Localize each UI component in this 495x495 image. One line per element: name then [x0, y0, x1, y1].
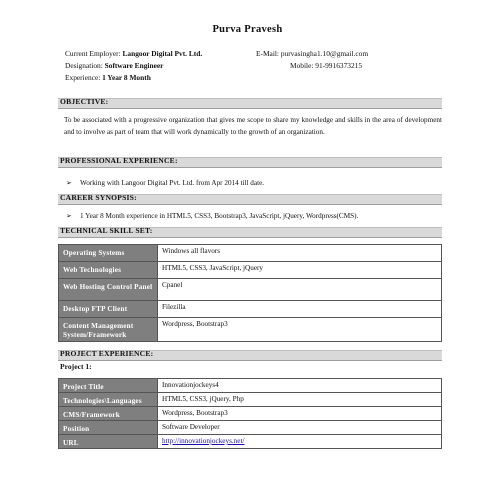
project-1-table	[58, 378, 442, 449]
arrow-bullet-icon: ➢	[66, 212, 73, 220]
table-row	[59, 262, 442, 279]
professional-bullet-text: Working with Langoor Digital Pvt. Ltd. from Apr 2014 till date.	[80, 179, 265, 187]
skill-value: Filezilla	[158, 301, 442, 318]
project-value: Innovationjockeys4	[158, 379, 442, 393]
arrow-bullet-icon: ➢	[66, 179, 73, 187]
table-row	[59, 318, 442, 342]
table-row	[59, 301, 442, 318]
mobile-line: Mobile: 91-9916373215	[290, 61, 363, 70]
skills-heading: TECHNICAL SKILL SET:	[60, 226, 153, 235]
project-url-cell	[158, 435, 442, 449]
project-key: CMS/Framework	[59, 407, 158, 421]
experience-line	[65, 72, 202, 84]
project-key: URL	[59, 435, 158, 449]
professional-bullet-item	[66, 178, 264, 187]
table-row	[59, 245, 442, 262]
skill-value: Wordpress, Bootstrap3	[158, 318, 442, 342]
projects-heading: PROJECT EXPERIENCE:	[60, 349, 154, 358]
project-value: Software Developer	[158, 421, 442, 435]
project-key: Position	[59, 421, 158, 435]
table-row	[59, 279, 442, 301]
skill-value: Windows all flavors	[158, 245, 442, 262]
project-value: HTML5, CSS3, jQuery, Php	[158, 393, 442, 407]
objective-heading: OBJECTIVE:	[60, 97, 109, 106]
current-employer-line	[65, 48, 202, 60]
designation-label: Designation:	[65, 61, 103, 70]
project-1-label: Project 1:	[60, 362, 92, 371]
employer-value: Langoor Digital Pvt. Ltd.	[122, 49, 203, 58]
contact-info	[256, 48, 368, 72]
table-row	[59, 421, 442, 435]
email-line: E-Mail: purvasingha1.10@gmail.com	[256, 49, 369, 58]
table-row	[59, 393, 442, 407]
skill-key: Web Technologies	[59, 262, 158, 279]
experience-label: Experience:	[65, 73, 101, 82]
table-row	[59, 407, 442, 421]
project-url-link[interactable]: http://innovationjockeys.net/	[162, 437, 245, 445]
employment-info	[65, 48, 202, 84]
skill-key: Web Hosting Control Panel	[59, 279, 158, 301]
table-row	[59, 379, 442, 393]
table-row	[59, 435, 442, 449]
skill-key: Desktop FTP Client	[59, 301, 158, 318]
skills-table	[58, 244, 442, 342]
career-heading: CAREER SYNOPSIS:	[60, 193, 137, 202]
career-bullet-item	[66, 211, 358, 220]
career-bullet-text: 1 Year 8 Month experience in HTML5, CSS3, Bootstrap3, JavaScript, jQuery, Wordpress(CMS).	[80, 212, 359, 220]
project-value: Wordpress, Bootstrap3	[158, 407, 442, 421]
skill-value: HTML5, CSS3, JavaScript, jQuery	[158, 262, 442, 279]
designation-value: Software Engineer	[104, 61, 164, 70]
project-key: Project Title	[59, 379, 158, 393]
skill-value: Cpanel	[158, 279, 442, 301]
skill-key: Content Management System/Framework	[59, 318, 158, 342]
objective-section-bar	[58, 98, 442, 109]
experience-value: 1 Year 8 Month	[102, 73, 151, 82]
objective-text: To be associated with a progressive organization that gives me scope to share my knowledge and skills in the area of development and to involve as part of team that will work dynamically to the growth of an organization.	[64, 116, 442, 136]
skill-key: Operating Systems	[59, 245, 158, 262]
project-key: Technologies\Languages	[59, 393, 158, 407]
candidate-name: Purva Pravesh	[212, 24, 283, 35]
professional-heading: PROFESSIONAL EXPERIENCE:	[60, 156, 178, 165]
employer-label: Current Employer:	[65, 49, 121, 58]
designation-line	[65, 60, 202, 72]
